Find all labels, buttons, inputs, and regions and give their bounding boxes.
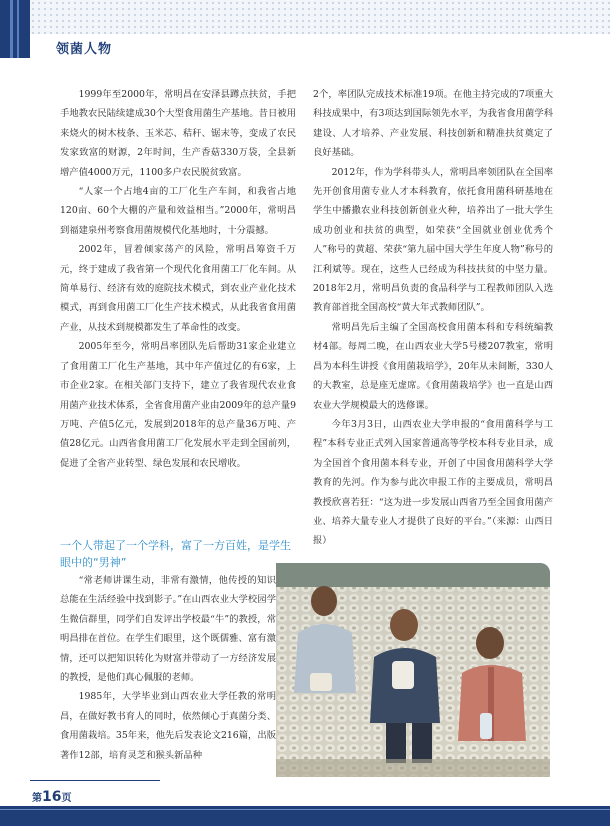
article-column-right [313,85,553,551]
paragraph: 今年3月3日，山西农业大学申报的“食用菌科学与工程”本科专业正式列入国家普通高等学校本科专业目录，成为全国首个食用菌本科专业，开创了中国食用菌科学大学教育的先河。作为参与此次申报工作的主要成员，常明昌教授欣喜若狂：“这为进一步发展山西省乃至全国食用菌产业、培养大量专业人才提供了良好的平台。”（来源：山西日报） [313,418,553,547]
corner-tab [0,0,30,58]
paragraph: 1999年至2000年，常明昌在安泽县蹲点扶贫，手把手地教农民陆续建成30个大型食用菌生产基地。昔日被用来烧火的树木枝条、玉米芯、秸秆、锯末等，变成了农民发家致富的财源，2年时间，生产香菇330万袋，全县新增产值4000万元，1100多户农民脱贫致富。 [60,89,296,178]
page-number [32,789,71,805]
bottom-rule [30,780,160,781]
page-prefix: 第 [32,793,42,804]
article-column-left-top [60,85,296,473]
corner-tab-stripe [10,0,13,58]
corner-tab-stripe [17,0,19,58]
paragraph: 1985年，大学毕业到山西农业大学任教的常明昌，在做好教书育人的同时，依然倾心于真菌分类、食用菌栽培。35年来，他先后发表论文216篇，出版著作12部，培育灵芝和猴头新品种 [60,691,276,761]
paragraph: 2012年，作为学科带头人，常明昌率领团队在全国率先开创食用菌专业人才本科教育，依托食用菌科研基地在学生中播撒农业科技创新创业火种，培养出了一批大学生成功创业和扶贫的典型，如荣获“全国就业创业优秀个人”称号的黄超、荣获“第九届中国大学生年度人物”称号的江利斌等。现在，这些人已经成为科技扶贫的中坚力量。2018年2月，常明昌负责的食品科学与工程教师团队入选教育部首批全国高校“黄大年式教师团队”。 [313,166,553,314]
paragraph: “常老师讲课生动，非常有激情，他传授的知识总能在生活经验中找到影子。”在山西农业大学校园学生微信群里，同学们自发评出学校最“牛”的教授，常明昌排在首位。在学生们眼里，这个既儒雅、富有激情，还可以把知识转化为财富并带动了一方经济发展的教授，是他们真心佩服的老师。 [60,575,276,684]
paragraph: 2002年，冒着倾家荡产的风险，常明昌筹资千万元，终于建成了我省第一个现代化食用菌工厂化车间。从简单易行、经济有效的庭院技术模式，到农业产业化技术模式，再到食用菌工厂化生产技术模式，从此我省食用菌产业，从技术到规模都发生了革命性的改变。 [60,244,296,333]
footer-bar [0,806,610,826]
photo-illustration [276,563,550,777]
page-suffix: 页 [61,793,72,804]
section-title: 领菌人物 [56,42,113,57]
footer-stripe [0,809,610,810]
paragraph: 2个，率团队完成技术标准19项。在他主持完成的7项重大科技成果中，有3项达到国际领先水平，为我省食用菌学科建设、人才培养、产业发展、科技创新和精准扶贫奠定了良好基础。 [313,89,553,159]
paragraph: 2005年至今，常明昌率团队先后帮助31家企业建立了食用菌工厂化生产基地，其中年产值过亿的有6家，上市企业2家。在相关部门支持下，建立了我省现代农业食用菌产业技术体系，全省食用菌产业由2009年的总产量9万吨、产值5亿元，发展到2018年的总产量36万吨、产值28亿元。山西省食用菌工厂化发展水平走到全国前列，促进了全省产业转型、绿色发展和农民增收。 [60,341,296,469]
page-number-value: 16 [42,789,62,805]
article-column-left-bottom [60,571,276,765]
section-subheading: 一个人带起了一个学科，富了一方百姓，是学生眼中的“男神” [60,539,291,569]
paragraph: 常明昌先后主编了全国高校食用菌本科和专科统编教材4部。每周二晚，在山西农业大学5号楼207教室，常明昌为本科生讲授《食用菌栽培学》，20年从未间断，330人的大教室，总是座无虚席。《食用菌栽培学》也一直是山西农业大学规模最大的选修课。 [313,321,553,411]
mushroom-greenhouse-photo [276,563,550,777]
paragraph: “人家一个占地4亩的工厂化生产车间，和我省占地120亩、60个大棚的产量和效益相当。”2000年，常明昌到福建泉州考察食用菌规模代化基地时，十分震撼。 [60,186,296,236]
header-dot-pattern [30,0,610,34]
